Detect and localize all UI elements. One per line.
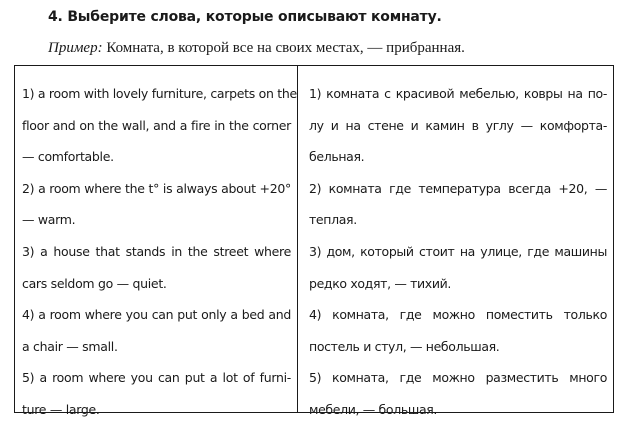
english-column — [15, 66, 298, 417]
russian-item-line: 4) комната, где можно поместить только — [309, 307, 607, 323]
russian-column — [298, 66, 613, 417]
russian-item-line: мебели, — большая. — [309, 401, 438, 417]
example-label: Пример: — [48, 40, 103, 56]
english-item-5 — [22, 362, 291, 425]
example-line — [48, 40, 465, 57]
english-item-line: 1) a room with lovely furniture, carpets on the — [22, 86, 297, 101]
russian-item-2 — [309, 173, 607, 236]
english-item-line: a chair — small. — [22, 338, 118, 354]
russian-item-4 — [309, 299, 607, 362]
russian-item-3 — [309, 236, 607, 299]
russian-item-line: лу и на стене и камин в углу — комфорта- — [309, 117, 607, 133]
english-item-line: — comfortable. — [22, 149, 114, 165]
english-item-line: ture — large. — [22, 401, 100, 417]
russian-item-line: постель и стул, — небольшая. — [309, 338, 500, 354]
example-text: Комната, в которой все на своих местах, — прибранная. — [102, 40, 465, 56]
russian-item-line: 5) комната, где можно разместить много — [309, 370, 607, 386]
translation-table — [14, 65, 614, 417]
english-item-2 — [22, 173, 291, 236]
russian-item-line: редко ходят, — тихий. — [309, 275, 452, 291]
russian-item-line: 2) комната где температура всегда +20, — — [309, 180, 607, 196]
english-item-line: 3) a house that stands in the street where — [22, 243, 291, 259]
russian-item-line: теплая. — [309, 212, 357, 228]
english-item-line: 2) a room where the t° is always about +20° — [22, 180, 291, 196]
english-item-line: floor and on the wall, and a fire in the corner — [22, 117, 291, 133]
english-item-3 — [22, 236, 291, 299]
russian-item-line: 3) дом, который стоит на улице, где машины — [309, 243, 607, 259]
russian-item-5 — [309, 362, 607, 425]
english-item-line: 5) a room where you can put a lot of furni- — [22, 370, 291, 386]
exercise-heading: 4. Выберите слова, которые описывают комнату. — [48, 9, 442, 25]
russian-item-line: бельная. — [309, 149, 365, 165]
russian-item-line: 1) комната с красивой мебелью, ковры на по- — [309, 86, 607, 101]
english-item-line: cars seldom go — quiet. — [22, 275, 167, 291]
english-item-line: — warm. — [22, 212, 76, 228]
russian-item-1 — [309, 78, 607, 173]
english-item-1 — [22, 78, 297, 173]
english-item-4 — [22, 299, 291, 362]
english-item-line: 4) a room where you can put only a bed and — [22, 307, 291, 323]
